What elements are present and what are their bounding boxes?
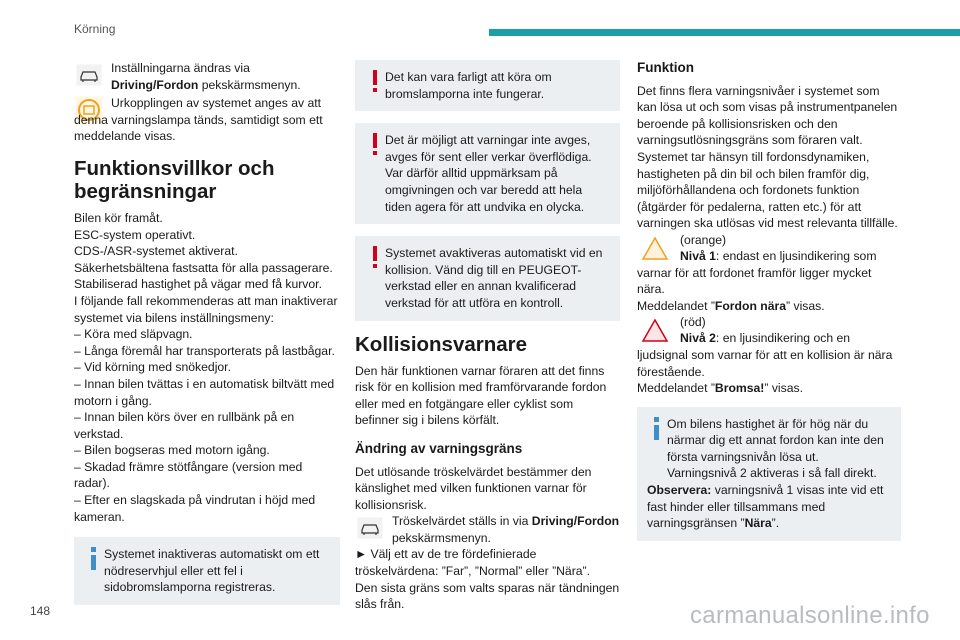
case-item: – Efter en slagskada på vindrutan i höjd med kameran. bbox=[74, 493, 316, 524]
case-item: – Innan bilen tvättas i en automatisk biltvätt med motorn i gång. bbox=[74, 376, 335, 408]
page-number: 148 bbox=[30, 604, 51, 618]
red-triangle-icon bbox=[637, 314, 673, 346]
watermark: carmanualsonline.info bbox=[690, 602, 930, 629]
level2-message: Meddelandet ”Bromsa!” visas. bbox=[637, 381, 803, 396]
level2-color: (röd) bbox=[680, 315, 706, 330]
warning-mark-icon bbox=[367, 68, 383, 94]
case-item: – Innan bilen körs över en rullbänk på en verkstad. bbox=[74, 410, 295, 441]
car-icon bbox=[74, 60, 104, 90]
case-item: – Långa föremål har transporterats på lastbågar. bbox=[74, 343, 335, 358]
condition-item: CDS-/ASR-systemet aktiverat. bbox=[74, 244, 238, 259]
case-item: – Köra med släpvagn. bbox=[74, 327, 193, 342]
condition-item: Bilen kör framåt. bbox=[74, 210, 163, 225]
conditions-list bbox=[74, 210, 340, 293]
threshold-heading: Ändring av varningsgräns bbox=[355, 440, 523, 456]
conditions-heading: Funktionsvillkor och begränsningar bbox=[74, 156, 275, 203]
case-item: – Bilen bogseras med motorn igång. bbox=[74, 443, 270, 458]
note-observe: Observera: varningsnivå 1 visas inte vid ett fast hinder eller tillsammans med varningsgränsen ”Nära”. bbox=[647, 483, 884, 531]
header-accent-bar bbox=[489, 29, 960, 36]
warning-note-1: Det kan vara farligt att köra om bromslamporna inte fungerar. bbox=[355, 60, 620, 111]
case-item: – Vid körning med snökedjor. bbox=[74, 360, 231, 375]
condition-item: Säkerhetsbältena fastsatta för alla passagerare. bbox=[74, 260, 333, 275]
info-note: Om bilens hastighet är för hög när du närmar dig ett annat fordon kan inte den första varningsnivån lösa ut. Varningsnivå 2 aktiveras i så fall direkt. Observera: varningsnivå 1 visas inte vid ett fast hinder eller tillsammans med varningsgränsen ”Nära”. bbox=[637, 407, 901, 541]
threshold-saved: Den sista gräns som valts sparas när tändningen slås från. bbox=[355, 580, 620, 612]
cases-intro: I följande fall rekommenderas att man inaktiverar systemet via bilens inställningsmeny: bbox=[74, 293, 338, 325]
threshold-setting-text: Tröskelvärdet ställs in via Driving/Fordon pekskärmsmenyn. bbox=[392, 514, 620, 545]
disconnect-row bbox=[74, 95, 340, 145]
level2-text: Nivå 2: en ljusindikering och en ljudsignal som varnar för att en kollision är nära förestående. bbox=[637, 331, 893, 379]
level1-text: Nivå 1: endast en ljusindikering som varnar för att fordonet framför ligger mycket nära. bbox=[637, 248, 877, 297]
threshold-text: Det utlösande tröskelvärdet bestämmer den känslighet med vilken funktionen varnar för kollisionsrisk. bbox=[355, 464, 592, 512]
level1-message: Meddelandet ”Fordon nära” visas. bbox=[637, 298, 825, 313]
disconnect-text: Urkopplingen av systemet anges av att denna varningslampa tänds, samtidigt som ett meddelande visas. bbox=[74, 96, 323, 144]
column-2 bbox=[355, 60, 620, 613]
cases-list bbox=[74, 326, 340, 525]
settings-row bbox=[74, 60, 340, 93]
condition-item: ESC-system operativt. bbox=[74, 227, 196, 242]
car-icon bbox=[355, 513, 385, 543]
info-note: Systemet inaktiveras automatiskt om ett nödreservhjul eller ett fel i sidobromslamporna registreras. bbox=[74, 537, 340, 605]
collision-heading: Kollisionsvarnare bbox=[355, 332, 528, 356]
orange-triangle-icon bbox=[637, 232, 673, 264]
collision-intro: Den här funktionen varnar föraren att det finns risk för en kollision med framförvarande fordon eller med en fotgängare eller cyklist som befinner sig i bilens körfält. bbox=[355, 363, 607, 428]
function-intro: Det finns flera varningsnivåer i systemet som kan lösa ut och som visas på instrumentpanelen beroende på kollisionsrisken och den varningsutlösningsgräns som föraren valt. Systemet tar hänsyn till fordonsdynamiken, hastigheten på din bil och bilen framför dig, miljöförhållandena och fordonets funktion (åtgärder för pedalerna, ratten etc.) för att varningen ska utlösas vid mest relevanta tillfälle. bbox=[637, 83, 898, 231]
threshold-setting-row bbox=[355, 513, 620, 546]
section-title: Körning bbox=[74, 22, 116, 36]
info-mark-icon bbox=[86, 545, 102, 571]
case-item: – Skadad främre stötfångare (version med radar). bbox=[74, 459, 303, 491]
warning-mark-icon bbox=[367, 131, 383, 157]
warning-mark-icon bbox=[367, 244, 383, 270]
column-1 bbox=[74, 60, 340, 617]
warning-note-3: Systemet avaktiveras automatiskt vid en kollision. Vänd dig till en PEUGEOT-verkstad eller en annan kvalificerad verkstad för att utföra en kontroll. bbox=[355, 236, 620, 320]
info-mark-icon bbox=[649, 415, 665, 441]
condition-item: Stabiliserad hastighet på vägar med få kurvor. bbox=[74, 277, 322, 292]
function-heading: Funktion bbox=[637, 60, 694, 75]
level1-color: (orange) bbox=[680, 232, 727, 247]
threshold-choose: ► Välj ett av de tre fördefinierade tröskelvärdena: ”Far”, ”Normal” eller ”Nära”. bbox=[355, 547, 590, 579]
warning-note-2: Det är möjligt att varningar inte avges, avges för sent eller verkar överflödiga. Var därför alltid uppmärksam på omgivningen och var beredd att hela tiden agera för att undvika en olycka. bbox=[355, 123, 620, 224]
settings-text: Inställningarna ändras via Driving/Fordon pekskärmsmenyn. bbox=[111, 61, 301, 92]
column-3 bbox=[637, 60, 901, 553]
